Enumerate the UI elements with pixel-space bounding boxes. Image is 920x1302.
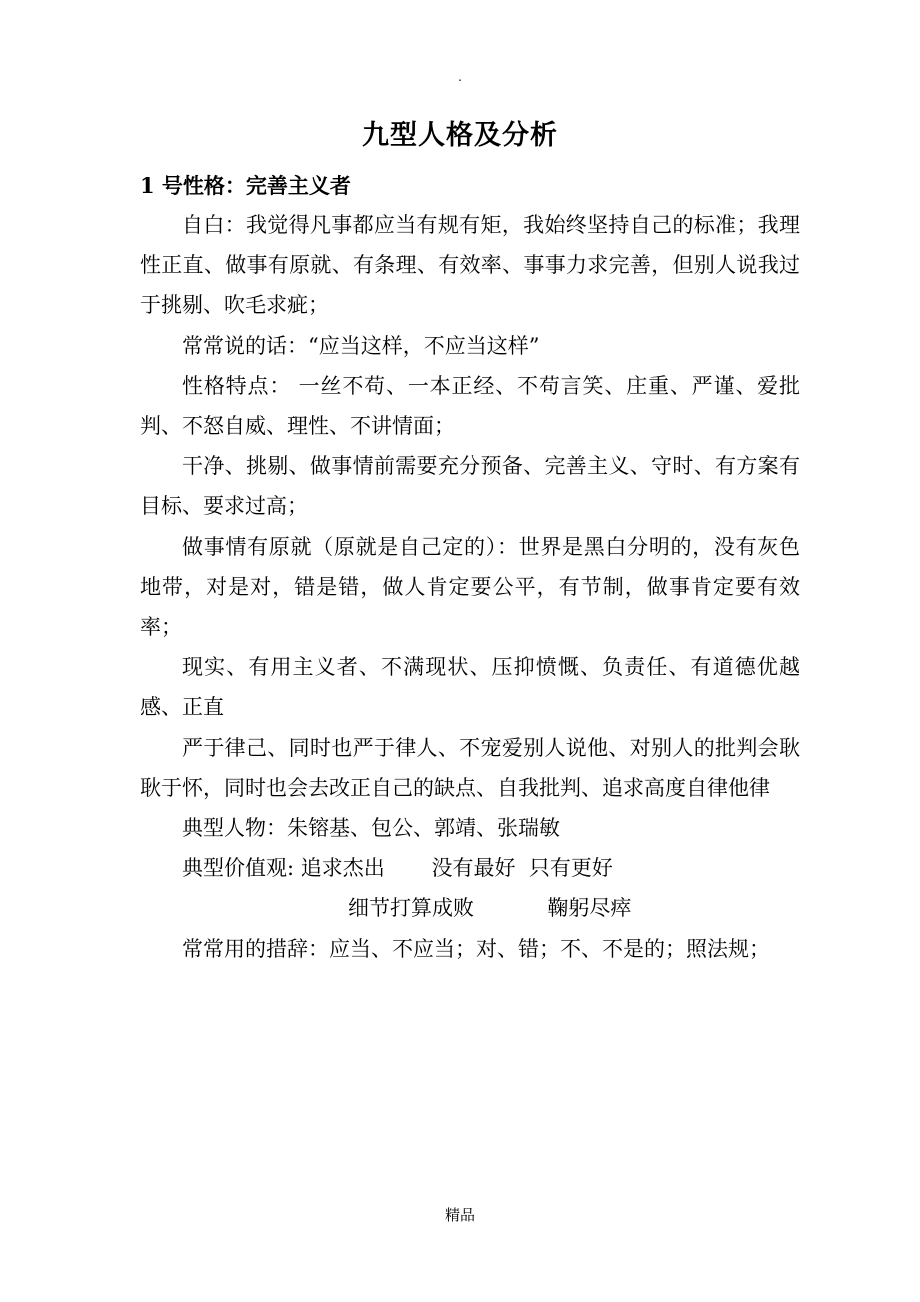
page-footer: 精品 xyxy=(444,1206,475,1224)
body-text xyxy=(140,205,800,969)
paragraph-typical-people: 典型人物：朱镕基、包公、郭靖、张瑞敏 xyxy=(182,816,560,841)
paragraph-values-line-2: 细节打算成败 鞠躬尽瘁 xyxy=(348,896,632,921)
header-mark: . xyxy=(458,70,462,84)
paragraph-traits-2: 干净、挑剔、做事情前需要充分预备、完善主义、守时、有方案有目标、要求过高； xyxy=(140,454,800,519)
paragraph-common-saying: 常常说的话：“应当这样，不应当这样” xyxy=(182,333,540,358)
paragraph-realism: 现实、有用主义者、不满现状、压抑愤慨、负责任、有道德优越感、正直 xyxy=(140,655,800,720)
paragraph-common-words: 常常用的措辞：应当、不应当；对、错；不、不是的；照法规； xyxy=(182,936,770,961)
section-heading: 1 号性格：完善主义者 xyxy=(140,173,351,198)
page-title: 九型人格及分析 xyxy=(362,120,558,151)
paragraph-values: 典型价值观: 追求杰出 没有最好 只有更好 xyxy=(182,856,613,881)
paragraph-self-discipline: 严于律己、同时也严于律人、不宠爱别人说他、对别人的批判会耿耿于怀，同时也会去改正自己的缺点、自我批判、追求高度自律他律 xyxy=(140,735,800,800)
paragraph-traits: 性格特点： 一丝不苟、一本正经、不苟言笑、庄重、严谨、爱批判、不怒自威、理性、不讲情面； xyxy=(140,373,800,439)
paragraph-principles: 做事情有原就（原就是自己定的）：世界是黑白分明的，没有灰色地带，对是对，错是错，做人肯定要公平，有节制，做事肯定要有效率； xyxy=(140,534,800,640)
paragraph-self-statement: 自白：我觉得凡事都应当有规有矩，我始终坚持自己的标准；我理性正直、做事有原就、有条理、有效率、事事力求完善，但别人说我过于挑剔、吹毛求疵； xyxy=(140,213,800,318)
